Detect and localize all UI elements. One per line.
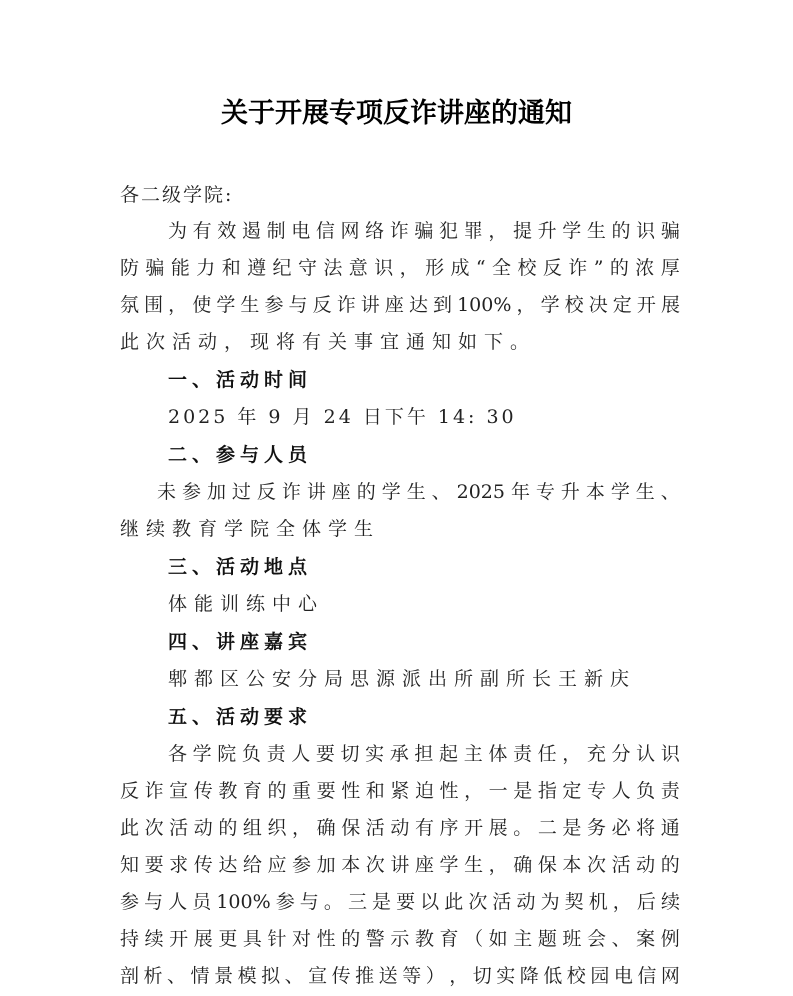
salutation: 各二级学院: [120, 184, 234, 206]
intro-line-3: 氛 围 ， 使 学 生 参 与 反 诈 讲 座 达 到 100% ， 学 校 决 定 开 展 [120, 294, 680, 316]
requirements-line-7: 剖 析 、 情 景 模 拟 、 宣 传 推 送 等 ） ， 切 实 降 低 校 园 电 信 网 [120, 965, 680, 987]
intro-line-1: 为 有 效 遏 制 电 信 网 络 诈 骗 犯 罪 ， 提 升 学 生 的 识 骗 [168, 220, 680, 242]
event-time: 2025 年 9 月 24 日下午 14: 30 [168, 406, 517, 428]
requirements-line-3: 此 次 活 动 的 组 织 ， 确 保 活 动 有 序 开 展 。 二 是 务 必 将 通 [120, 817, 680, 839]
section-heading-guest: 四、讲座嘉宾 [168, 631, 313, 653]
intro-line-4: 此次活动，现将有关事宜通知如下。 [120, 331, 537, 353]
document-title: 关于开展专项反诈讲座的通知 [221, 98, 572, 129]
requirements-line-2: 反 诈 宣 传 教 育 的 重 要 性 和 紧 迫 性 ， 一 是 指 定 专 人 负 责 [120, 780, 680, 802]
requirements-line-1: 各 学 院 负 责 人 要 切 实 承 担 起 主 体 责 任 ， 充 分 认 识 [168, 743, 680, 765]
requirements-line-5: 参 与 人 员 100% 参 与 。 三 是 要 以 此 次 活 动 为 契 机 ， 后 续 [120, 891, 680, 913]
section-heading-requirements: 五、活动要求 [168, 706, 313, 728]
requirements-line-4: 知 要 求 传 达 给 应 参 加 本 次 讲 座 学 生 ， 确 保 本 次 活 动 的 [120, 854, 680, 876]
guest-speaker: 郫都区公安分局思源派出所副所长王新庆 [168, 668, 637, 690]
section-heading-time: 一、活动时间 [168, 369, 313, 391]
intro-line-2: 防 骗 能 力 和 遵 纪 守 法 意 识 ， 形 成 “ 全 校 反 诈 ” 的 浓 厚 [120, 257, 680, 279]
section-heading-location: 三、活动地点 [168, 556, 313, 578]
participants-line-1: 未 参 加 过 反 诈 讲 座 的 学 生 、 2025 年 专 升 本 学 生 、 [157, 481, 680, 503]
requirements-line-6: 持 续 开 展 更 具 针 对 性 的 警 示 教 育 （ 如 主 题 班 会 、 案 例 [120, 928, 680, 950]
participants-line-2: 继续教育学院全体学生 [120, 518, 381, 540]
event-location: 体能训练中心 [168, 593, 325, 615]
section-heading-participants: 二、参与人员 [168, 444, 313, 466]
